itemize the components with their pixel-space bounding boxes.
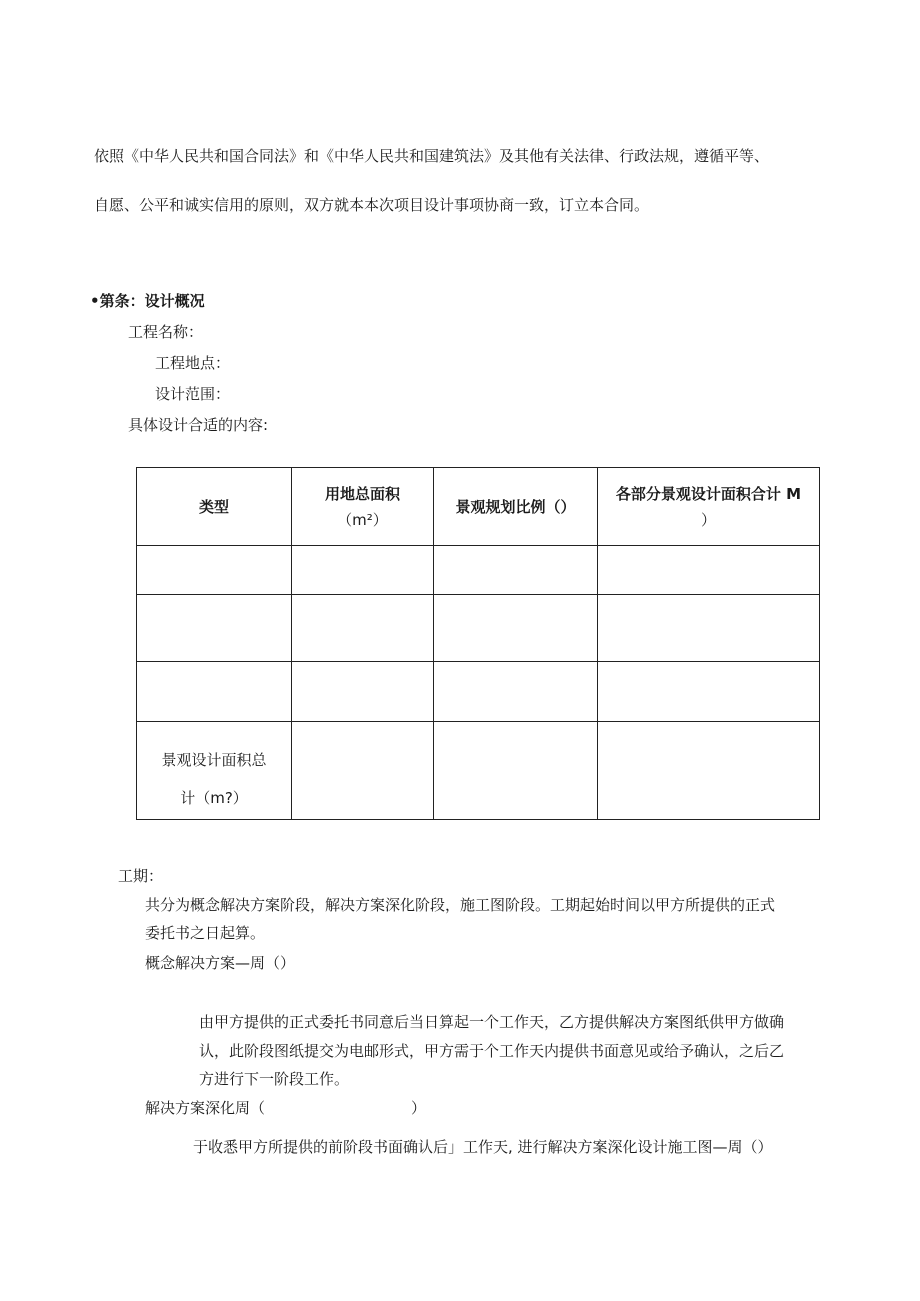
table-cell[interactable] xyxy=(292,546,434,595)
table-cell[interactable] xyxy=(434,546,598,595)
header-land-area xyxy=(292,468,434,546)
table-header-row xyxy=(137,468,820,546)
header-ratio: 景观规划比例（） xyxy=(434,468,598,546)
header-type: 类型 xyxy=(137,468,292,546)
table-cell[interactable] xyxy=(598,546,820,595)
schedule-heading: 工期： xyxy=(118,867,164,885)
concept-detail-line-1: 由甲方提供的正式委托书同意后当日算起一个工作天，乙方提供解决方案图纸供甲方做确 xyxy=(199,1013,785,1031)
total-label-cell xyxy=(137,722,292,820)
table-cell[interactable] xyxy=(292,722,434,820)
intro-line-2: 自愿、公平和诚实信用的原则，双方就本本次项目设计事项协商一致，订立本合同。 xyxy=(94,196,650,214)
deepen-phase-close: ） xyxy=(411,1099,427,1117)
concept-detail-line-3: 方进行下一阶段工作。 xyxy=(199,1070,350,1088)
section-heading: •第条：设计概况 xyxy=(90,292,205,310)
table-row xyxy=(137,546,820,595)
table-cell[interactable] xyxy=(137,595,292,662)
header-sum-area-label: 各部分景观设计面积合计 M xyxy=(615,484,802,503)
total-label-line-2: 计（m?） xyxy=(180,788,248,807)
table-cell[interactable] xyxy=(598,722,820,820)
header-sum-area xyxy=(598,468,820,546)
header-land-area-unit: （m²） xyxy=(337,510,388,529)
design-content-label: 具体设计合适的内容: xyxy=(128,416,269,434)
project-name-label: 工程名称： xyxy=(128,323,204,341)
schedule-desc-line-2: 委托书之日起算。 xyxy=(145,924,266,942)
header-sum-area-unit: ） xyxy=(700,510,716,529)
table-cell[interactable] xyxy=(292,662,434,722)
area-table xyxy=(136,467,820,820)
table-cell[interactable] xyxy=(137,662,292,722)
table-cell[interactable] xyxy=(598,595,820,662)
header-land-area-label: 用地总面积 xyxy=(324,484,400,503)
project-location-label: 工程地点： xyxy=(155,354,231,372)
table-row xyxy=(137,662,820,722)
table-cell[interactable] xyxy=(598,662,820,722)
concept-detail-line-2: 认，此阶段图纸提交为电邮形式，甲方需于个工作天内提供书面意见或给予确认，之后乙 xyxy=(199,1042,785,1060)
schedule-desc-line-1: 共分为概念解决方案阶段，解决方案深化阶段，施工图阶段。工期起始时间以甲方所提供的正式 xyxy=(145,896,776,914)
concept-phase-label: 概念解决方案—周（） xyxy=(145,954,296,972)
total-label-line-1: 景观设计面积总 xyxy=(161,750,267,769)
deepen-detail-line: 于收悉甲方所提供的前阶段书面确认后」工作天, 进行解决方案深化设计施工图—周（） xyxy=(193,1138,773,1156)
table-cell[interactable] xyxy=(292,595,434,662)
intro-line-1: 依照《中华人民共和国合同法》和《中华人民共和国建筑法》及其他有关法律、行政法规，遵循平等、 xyxy=(94,147,770,165)
table-cell[interactable] xyxy=(434,662,598,722)
deepen-phase-label: 解决方案深化周（ xyxy=(145,1099,266,1117)
table-cell[interactable] xyxy=(434,722,598,820)
table-cell[interactable] xyxy=(434,595,598,662)
table-cell[interactable] xyxy=(137,546,292,595)
design-scope-label: 设计范围： xyxy=(155,385,231,403)
table-total-row xyxy=(137,722,820,820)
table-row xyxy=(137,595,820,662)
